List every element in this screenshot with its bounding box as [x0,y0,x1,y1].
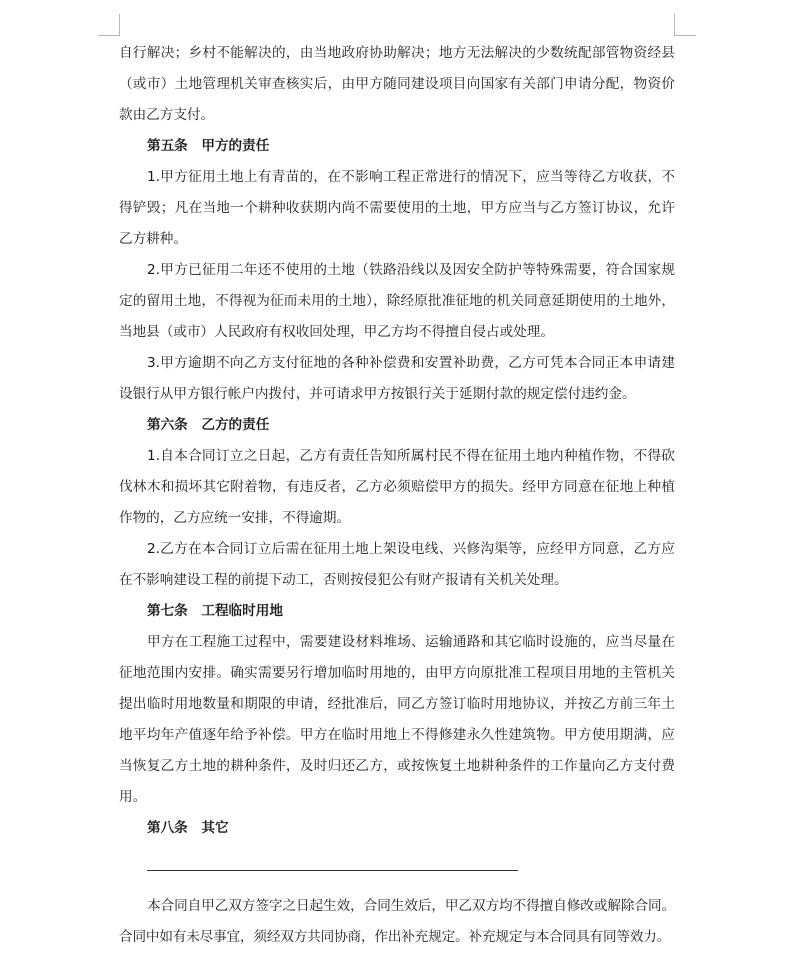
article-6-clause-1: 1.自本合同订立之日起，乙方有责任告知所属村民不得在征用土地内种植作物，不得砍伐林木和损坏其它附着物，有违反者，乙方必须赔偿甲方的损失。经甲方同意在征地上种植作物的，乙方应统一安排，不得逾期。 [119,448,675,526]
article-6-heading: 第六条 乙方的责任 [147,417,270,433]
article-6-clause-2: 2.乙方在本合同订立后需在征用土地上架设电线、兴修沟渠等，应经甲方同意，乙方应在不影响建设工程的前提下动工，否则按侵犯公有财产报请有关机关处理。 [119,541,675,588]
page-corner-mark-right [674,14,696,36]
article-7-body: 甲方在工程施工过程中，需要建设材料堆场、运输通路和其它临时设施的，应当尽量在征地范围内安排。确实需要另行增加临时用地的，由甲方向原批准工程项目用地的主管机关提出临时用地数量和期限的申请，经批准后，同乙方签订临时用地协议，并按乙方前三年土地平均年产值逐年给予补偿。甲方在临时用地上不得修建永久性建筑物。甲方使用期满，应当恢复乙方土地的耕种条件，及时归还乙方，或按恢复土地耕种条件的工作量向乙方支付费用。 [119,634,675,805]
blank-fill-line [147,870,518,871]
article-5-clause-1: 1.甲方征用土地上有青苗的，在不影响工程正常进行的情况下，应当等待乙方收获，不得铲毁；凡在当地一个耕种收获期内尚不需要使用的土地，甲方应当与乙方签订协议，允许乙方耕种。 [119,169,675,247]
article-8-heading: 第八条 其它 [147,820,229,836]
document-page [119,38,675,953]
article-5-clause-2: 2.甲方已征用二年还不使用的土地（铁路沿线以及因安全防护等特殊需要，符合国家规定的留用土地，不得视为征而未用的土地），除经原批准征地的机关同意延期使用的土地外，当地县（或市）人民政府有权收回处理，甲乙方均不得擅自侵占或处理。 [119,262,675,340]
article-8-body: 本合同自甲乙双方签字之日起生效，合同生效后，甲乙双方均不得擅自修改或解除合同。合同中如有未尽事宜，须经双方共同协商，作出补充规定。补充规定与本合同具有同等效力。 [119,898,675,945]
page-corner-mark-left [98,14,120,36]
article-5-clause-3: 3.甲方逾期不向乙方支付征地的各种补偿费和安置补助费，乙方可凭本合同正本申请建设银行从甲方银行帐户内拨付，并可请求甲方按银行关于延期付款的规定偿付违约金。 [119,355,675,402]
paragraph-intro: 自行解决；乡村不能解决的，由当地政府协助解决；地方无法解决的少数统配部管物资经县（或市）土地管理机关审查核实后，由甲方随同建设项目向国家有关部门申请分配，物资价款由乙方支付。 [119,45,675,123]
article-5-heading: 第五条 甲方的责任 [147,138,270,154]
article-7-heading: 第七条 工程临时用地 [147,603,283,619]
